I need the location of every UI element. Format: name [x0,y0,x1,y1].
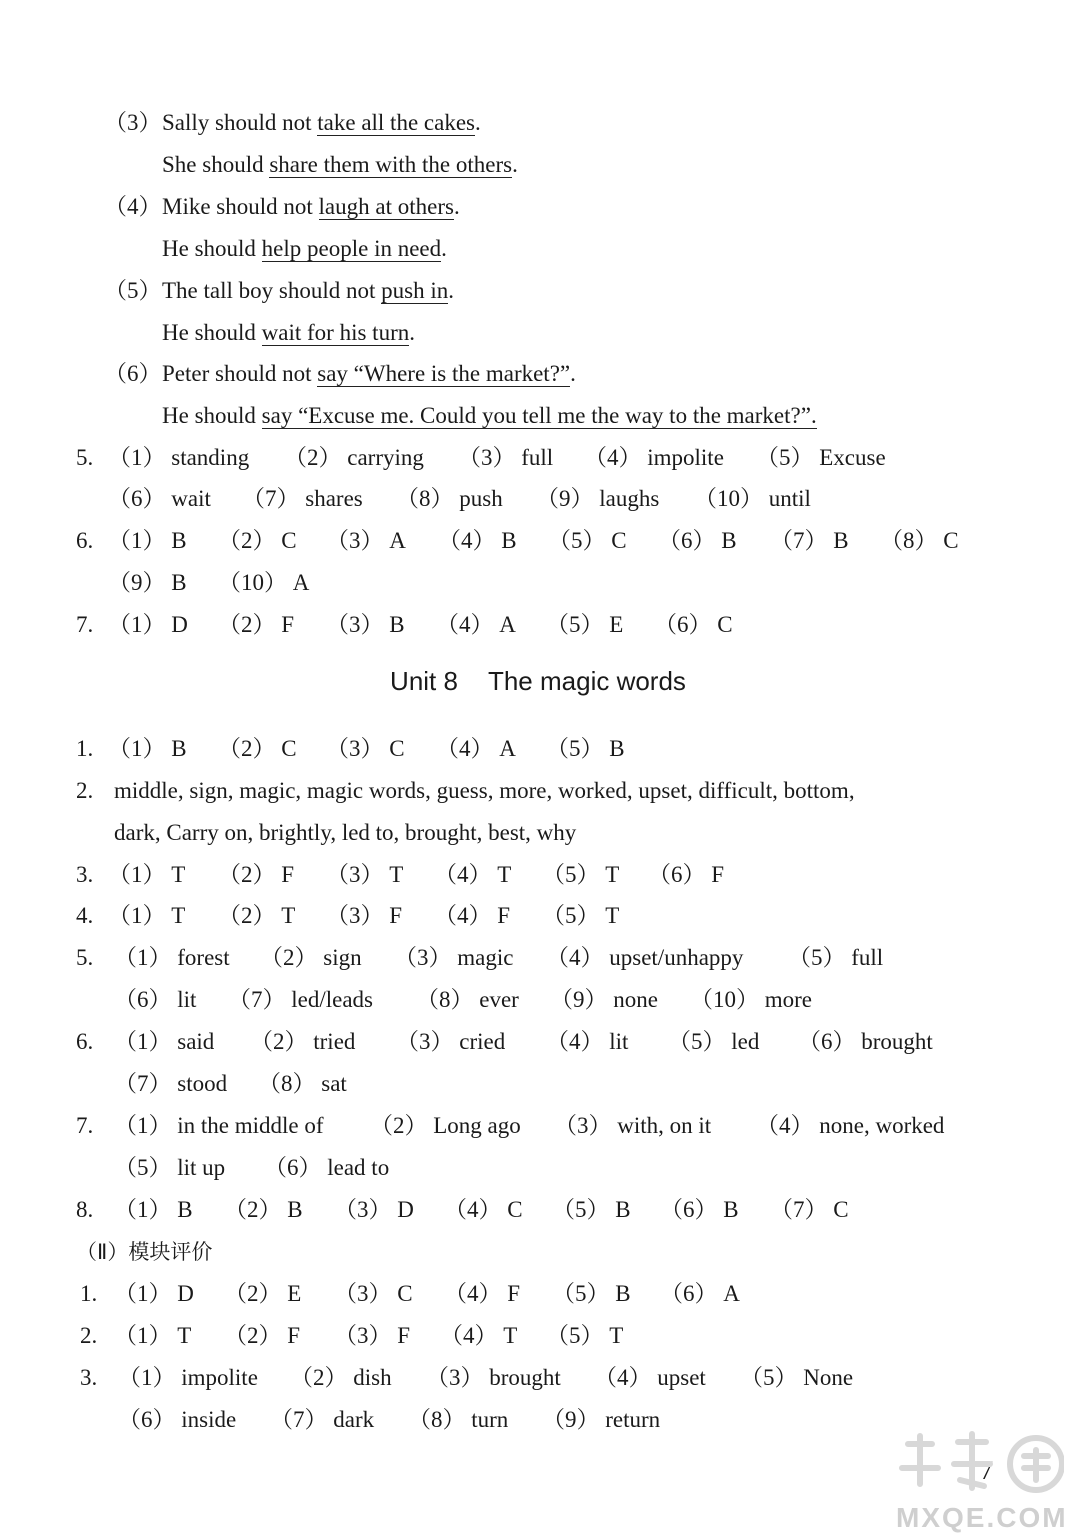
sentence-4a [0,190,1076,224]
answer-item: （8） ever [416,987,519,1012]
answer-item: （3） B [326,612,405,637]
word-list: dark, Carry on, brightly, led to, brought, best, why [114,820,577,845]
answer-item: （2） tried [250,1029,356,1054]
answer-item: （1） T [108,862,186,887]
answer-item: （4） A [436,736,516,761]
answer-item: （2） Long ago [370,1113,521,1138]
answer-blank: help people in need [261,236,442,261]
sentence-text: Sally should not [162,110,318,135]
answer-item: （4） upset [594,1365,706,1390]
module-q1 [0,1277,1076,1311]
u8-q2-line1 [0,774,1076,808]
question-number: 4. [76,903,94,928]
answer-item: （2） E [224,1281,302,1306]
q5-prev-line1 [0,441,1076,475]
answer-item: （6） lit [114,987,197,1012]
answer-item: （5） None [740,1365,854,1390]
answer-blank: share them with the others [269,152,513,177]
answer-item: （6） lead to [264,1155,390,1180]
answer-blank: laugh at others [318,194,454,219]
answer-item: （8） sat [258,1071,347,1096]
answer-item: （1） forest [114,945,230,970]
answer-item: （4） A [436,612,516,637]
answer-item: （9） none [550,987,658,1012]
answer-item: （2） carrying [284,445,424,470]
answer-item: （5） T [546,1323,624,1348]
answer-item: （4） upset/unhappy [546,945,744,970]
answer-item: （4） lit [546,1029,629,1054]
answer-item: （2） F [224,1323,301,1348]
question-number: 2. [76,778,94,803]
answer-item: （5） led [668,1029,760,1054]
answer-item: （10） A [218,570,310,595]
module-q3-line1 [0,1361,1076,1395]
answer-item: （4） F [434,903,511,928]
word-list: middle, sign, magic, magic words, guess, more, worked, upset, difficult, bottom, [114,778,855,803]
u8-q6-line2 [0,1067,1076,1101]
answer-item: （7） shares [242,486,363,511]
punct: . [512,152,518,177]
answer-item: （1） in the middle of [114,1113,324,1138]
answer-item: （2） F [218,862,295,887]
u8-q4 [0,899,1076,933]
answer-item: （3） C [334,1281,413,1306]
answer-stamp-logo-icon [888,1424,1064,1504]
u8-q7-line2 [0,1151,1076,1185]
q6-prev-line1 [0,524,1076,558]
module-q2 [0,1319,1076,1353]
answer-item: （3） T [326,862,404,887]
item-number: （5） [104,278,162,303]
question-number: 1. [76,736,94,761]
answer-item: （4） C [444,1197,523,1222]
sentence-text: He should [162,403,262,428]
answer-item: （4） impolite [584,445,724,470]
q5-prev-line2 [0,482,1076,516]
answer-item: （1） said [114,1029,215,1054]
u8-q2-line2 [0,816,1076,850]
u8-q8 [0,1193,1076,1227]
answer-item: （2） B [224,1197,303,1222]
answer-item: （3） F [326,903,403,928]
question-number: 7. [76,612,94,637]
answer-item: （3） with, on it [554,1113,712,1138]
answer-item: （9） B [108,570,187,595]
sentence-3a [0,106,1076,140]
answer-item: （6） B [658,528,737,553]
answer-item: （5） B [552,1281,631,1306]
answer-item: （5） B [546,736,625,761]
answer-item: （6） A [660,1281,740,1306]
sentence-text: Mike should not [162,194,319,219]
unit-label: Unit 8 [390,666,458,696]
question-number: 5. [76,445,94,470]
unit-heading [0,666,1076,697]
question-number: 7. [76,1113,94,1138]
question-number: 6. [76,528,94,553]
answer-item: （3） F [334,1323,411,1348]
punct: . [441,236,447,261]
answer-item: （3） magic [394,945,514,970]
answer-item: （8） C [880,528,959,553]
sentence-text: He should [162,320,262,345]
answer-item: （6） inside [118,1407,237,1432]
answer-item: （2） F [218,612,295,637]
answer-item: （3） full [458,445,554,470]
answer-item: （8） push [396,486,503,511]
answer-item: （2） dish [290,1365,392,1390]
sentence-6b [0,399,1076,433]
answer-item: （7） B [770,528,849,553]
answer-item: （1） D [114,1281,194,1306]
item-number: （3） [104,110,162,135]
answer-item: （2） C [218,736,297,761]
sentence-text: The tall boy should not [162,278,382,303]
answer-item: （3） C [326,736,405,761]
answer-item: （1） B [114,1197,193,1222]
u8-q7-line1 [0,1109,1076,1143]
item-number: （6） [104,361,162,386]
answer-item: （7） led/leads [228,987,373,1012]
question-number: 5. [76,945,94,970]
punct: . [475,110,481,135]
module-heading: （Ⅱ）模块评价 [76,1240,213,1264]
sentence-text: She should [162,152,270,177]
answer-item: （5） T [542,862,620,887]
answer-item: （5） Excuse [756,445,886,470]
answer-blank: take all the cakes [317,110,475,135]
answer-item: （4） F [444,1281,521,1306]
answer-item: （10） more [690,987,813,1012]
watermark-text: MXQE.COM [896,1502,1068,1533]
answer-blank: say “Excuse me. Could you tell me the way to the market?”. [261,403,817,428]
answer-item: （5） T [542,903,620,928]
answer-item: （3） cried [396,1029,506,1054]
sentence-text: He should [162,236,262,261]
answer-blank: push in [381,278,449,303]
answer-item: （4） B [438,528,517,553]
sentence-5b [0,316,1076,350]
punct: . [409,320,415,345]
q7-prev-line1 [0,608,1076,642]
answer-item: （6） F [648,862,725,887]
answer-item: （2） T [218,903,296,928]
question-number: 1. [80,1281,98,1306]
answer-item: （8） turn [408,1407,509,1432]
answer-item: （2） C [218,528,297,553]
question-number: 6. [76,1029,94,1054]
answer-item: （1） T [108,903,186,928]
sentence-4b [0,232,1076,266]
answer-item: （4） T [440,1323,518,1348]
answer-item: （1） B [108,528,187,553]
answer-item: （3） brought [426,1365,561,1390]
u8-q5-line1 [0,941,1076,975]
answer-item: （10） until [694,486,811,511]
sentence-6a [0,357,1076,391]
answer-item: （9） laughs [536,486,660,511]
sentence-3b [0,148,1076,182]
answer-item: （3） D [334,1197,414,1222]
q6-prev-line2 [0,566,1076,600]
answer-blank: say “Where is the market?” [317,361,571,386]
answer-item: （3） A [326,528,406,553]
answer-item: （6） wait [108,486,211,511]
answer-item: （1） D [108,612,188,637]
answer-item: （5） C [548,528,627,553]
answer-item: （5） full [788,945,884,970]
question-number: 2. [80,1323,98,1348]
punct: . [570,361,576,386]
u8-q6-line1 [0,1025,1076,1059]
question-number: 3. [80,1365,98,1390]
answer-item: （5） B [552,1197,631,1222]
answer-item: （2） sign [260,945,362,970]
punct: . [453,194,460,219]
answer-blank: wait for his turn [261,320,410,345]
question-number: 3. [76,862,94,887]
u8-q3 [0,858,1076,892]
answer-item: （1） T [114,1323,192,1348]
question-number: 8. [76,1197,94,1222]
answer-item: （4） none, worked [756,1113,945,1138]
answer-item: （7） stood [114,1071,228,1096]
answer-item: （5） E [546,612,624,637]
answer-item: （7） C [770,1197,849,1222]
answer-item: （7） dark [270,1407,375,1432]
answer-item: （9） return [542,1407,661,1432]
sentence-5a [0,274,1076,308]
u8-q1 [0,732,1076,766]
module-heading-row [0,1235,1076,1269]
answer-item: （1） B [108,736,187,761]
answer-item: （6） brought [798,1029,933,1054]
page-number: 7 [980,1456,993,1485]
answer-item: （6） B [660,1197,739,1222]
item-number: （4） [104,194,162,219]
answer-item: （1） standing [108,445,250,470]
sentence-text: Peter should not [162,361,318,386]
answer-item: （6） C [654,612,733,637]
answer-item: （4） T [434,862,512,887]
punct: . [448,278,454,303]
answer-item: （5） lit up [114,1155,226,1180]
answer-item: （1） impolite [118,1365,258,1390]
u8-q5-line2 [0,983,1076,1017]
unit-title: The magic words [487,666,686,696]
